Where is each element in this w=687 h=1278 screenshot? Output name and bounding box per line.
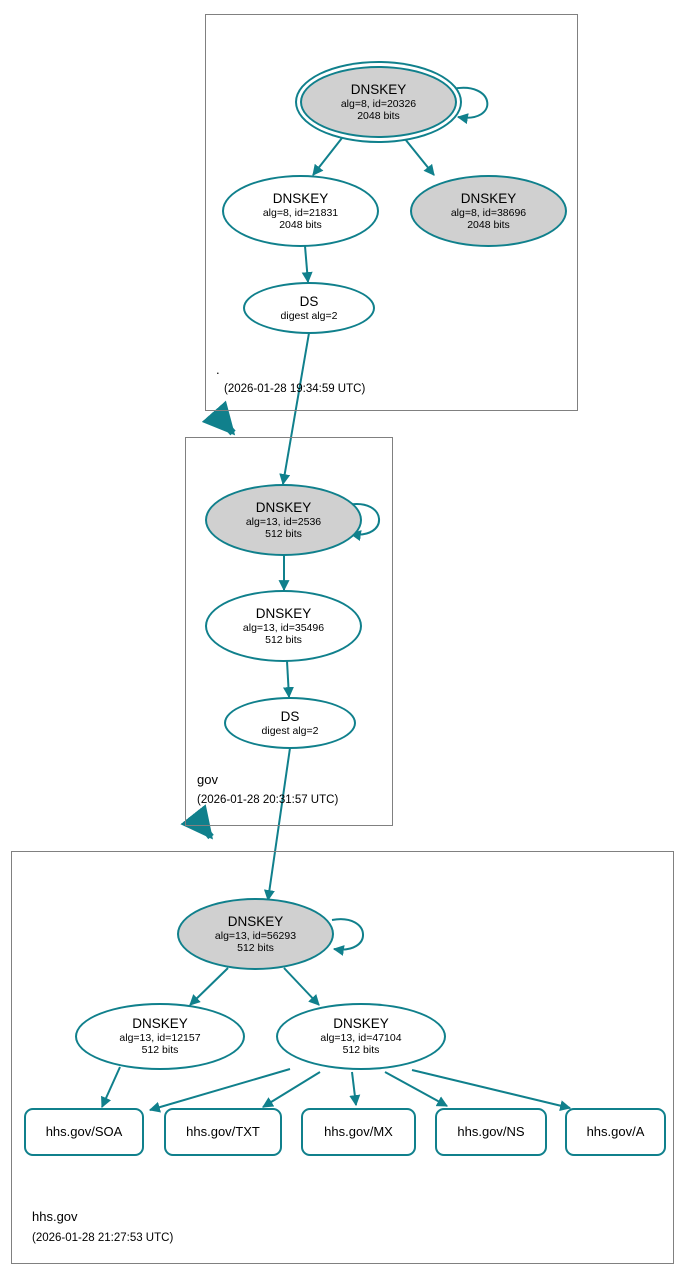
node-keysize: 512 bits	[237, 941, 274, 954]
node-gov-dnskey-2536[interactable]	[205, 484, 362, 556]
node-title: DNSKEY	[255, 499, 312, 515]
rrset-hhs-gov-mx[interactable]	[301, 1108, 416, 1156]
node-keysize: 512 bits	[265, 633, 302, 646]
node-keysize: 512 bits	[265, 527, 302, 540]
node-keysize: 512 bits	[342, 1044, 380, 1057]
rrset-hhs-gov-a[interactable]	[565, 1108, 666, 1156]
node-title: DNSKEY	[227, 913, 284, 929]
node-hhs-dnskey-56293[interactable]	[177, 898, 334, 970]
node-alg-id: alg=8, id=20326	[340, 97, 417, 110]
node-root-dnskey-20326[interactable]	[300, 66, 457, 138]
node-title: DNSKEY	[132, 1016, 188, 1032]
node-alg-id: alg=13, id=35496	[242, 621, 325, 634]
node-gov-dnskey-35496[interactable]	[205, 590, 362, 662]
zone-label-gov: gov	[197, 772, 218, 787]
node-keysize: 512 bits	[141, 1044, 179, 1057]
zone-label-hhsgov: hhs.gov	[32, 1209, 78, 1224]
node-keysize: 2048 bits	[279, 218, 322, 231]
rrset-hhs-gov-soa[interactable]	[24, 1108, 144, 1156]
node-root-dnskey-38696[interactable]	[410, 175, 567, 247]
node-keysize: 2048 bits	[467, 218, 510, 231]
node-title: DNSKEY	[350, 81, 407, 97]
node-alg-id: alg=13, id=47104	[320, 1032, 402, 1045]
node-alg-id: alg=13, id=56293	[214, 929, 297, 942]
node-title: DNSKEY	[255, 605, 312, 621]
node-gov-ds[interactable]	[224, 697, 356, 749]
node-hhs-dnskey-12157[interactable]	[75, 1003, 245, 1070]
node-title: DS	[280, 708, 300, 724]
node-title: DS	[299, 293, 319, 309]
node-keysize: 2048 bits	[357, 109, 400, 122]
rrset-label: hhs.gov/A	[586, 1124, 645, 1140]
node-alg-id: alg=8, id=38696	[450, 206, 527, 219]
zone-timestamp-hhsgov: (2026-01-28 21:27:53 UTC)	[32, 1232, 174, 1244]
rrset-hhs-gov-ns[interactable]	[435, 1108, 547, 1156]
rrset-hhs-gov-txt[interactable]	[164, 1108, 282, 1156]
node-title: DNSKEY	[460, 190, 517, 206]
node-alg-id: alg=13, id=12157	[119, 1032, 201, 1045]
zone-label-root: .	[216, 362, 220, 377]
node-alg-id: alg=8, id=21831	[262, 206, 339, 219]
node-title: DNSKEY	[272, 190, 329, 206]
rrset-label: hhs.gov/SOA	[45, 1124, 123, 1140]
rrset-label: hhs.gov/NS	[457, 1124, 525, 1140]
node-title: DNSKEY	[333, 1016, 389, 1032]
rrset-label: hhs.gov/MX	[324, 1124, 393, 1140]
zone-timestamp-gov: (2026-01-28 20:31:57 UTC)	[197, 794, 339, 806]
node-digest-alg: digest alg=2	[280, 309, 338, 322]
zone-timestamp-root: (2026-01-28 19:34:59 UTC)	[224, 383, 366, 395]
node-digest-alg: digest alg=2	[261, 724, 319, 737]
node-root-ds[interactable]	[243, 282, 375, 334]
node-root-dnskey-21831[interactable]	[222, 175, 379, 247]
node-hhs-dnskey-47104[interactable]	[276, 1003, 446, 1070]
rrset-label: hhs.gov/TXT	[186, 1124, 260, 1140]
node-alg-id: alg=13, id=2536	[245, 515, 322, 528]
